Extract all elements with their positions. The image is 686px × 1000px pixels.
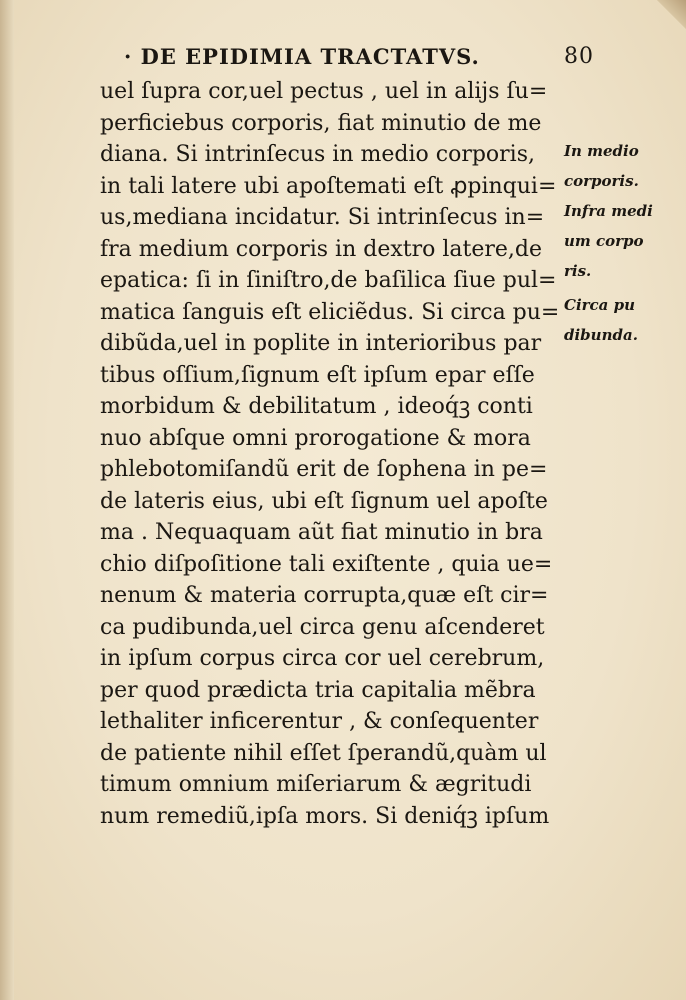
- main-text-block: [100, 76, 560, 832]
- text-line: de lateris eius, ubi eſt ſignum uel apoſte: [100, 488, 548, 514]
- margin-note-line: Circa pu: [564, 296, 636, 314]
- text-line: ca pudibunda,uel circa genu aſcenderet: [100, 614, 545, 640]
- text-line: nuo abſque omni prorogatione & mora: [100, 425, 531, 451]
- margin-note-line: In medio: [564, 142, 639, 160]
- text-line: per quod prædicta tria capitalia mẽbra: [100, 677, 536, 703]
- text-line: epatica: ſi in ſiniſtro,de baſilica ſiue pul=: [100, 268, 557, 293]
- text-line: fra medium corporis in dextro latere,de: [100, 236, 542, 262]
- text-line: timum omnium miſeriarum & ægritudi: [100, 772, 532, 797]
- page-number: 80: [564, 44, 594, 69]
- text-line: lethaliter inficerentur , & conſequenter: [100, 709, 539, 734]
- text-line: perficiebus corporis, fiat minutio de me: [100, 110, 542, 136]
- margin-note-line: um corpo: [564, 232, 644, 250]
- text-line: uel ſupra cor,uel pectus , uel in alijs ſu=: [100, 79, 548, 104]
- margin-note-line: Infra medi: [564, 202, 653, 220]
- marginal-notes: [564, 136, 682, 350]
- margin-note-line: corporis.: [564, 172, 639, 190]
- margin-note-line: ris.: [564, 262, 592, 280]
- text-line: matica ſanguis eſt eliciẽdus. Si circa pu=: [100, 299, 560, 325]
- text-line: tibus oſſium,ſignum eſt ipſum epar eſſe: [100, 362, 535, 388]
- running-title: · DE EPIDIMIA TRACTATVS.: [124, 44, 480, 69]
- text-line: nenum & materia corrupta,quæ eſt cir=: [100, 583, 549, 608]
- text-line: diana. Si intrinſecus in medio corporis,: [100, 142, 535, 167]
- corner-fold: [652, 0, 686, 30]
- margin-note-line: dibunda.: [564, 326, 638, 344]
- text-line: de patiente nihil eſſet ſperandũ,quàm ul: [100, 740, 547, 766]
- text-line: chio diſpoſitione tali exiſtente , quia ue=: [100, 551, 553, 577]
- text-line: in ipſum corpus circa cor uel cerebrum,: [100, 646, 545, 671]
- text-line: us,mediana incidatur. Si intrinſecus in=: [100, 205, 545, 230]
- text-line: dibũda,uel in poplite in interioribus par: [100, 331, 542, 356]
- text-line: morbidum & debilitatum , ideoq́ꝫ conti: [100, 394, 533, 419]
- page-binding-edge: [0, 0, 14, 1000]
- text-line: in tali latere ubi apoſtemati eſt ꝓpinqui=: [100, 173, 557, 199]
- text-line: phlebotomiſandũ erit de ſophena in pe=: [100, 457, 548, 482]
- text-line: num remediũ,ipſa mors. Si deniq́ꝫ ipſum: [100, 803, 550, 829]
- text-line: ma . Nequaquam aũt fiat minutio in bra: [100, 520, 543, 545]
